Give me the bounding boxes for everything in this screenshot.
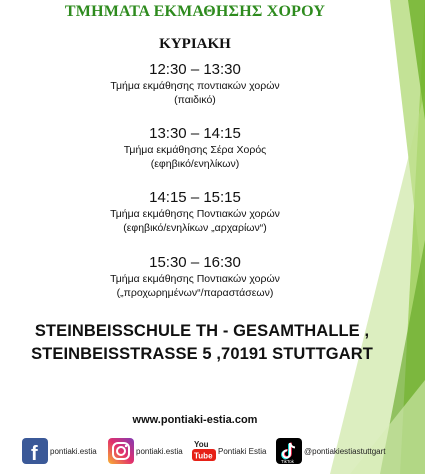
session-group: („προχωρημένων“/παραστάσεων) [116,287,274,299]
session-group: (εφηβικό/ενηλίκων) [150,158,240,170]
social-tiktok[interactable] [276,435,386,467]
facebook-icon [22,438,48,464]
session-group: (παιδικό) [174,94,216,106]
social-instagram[interactable] [108,435,183,467]
page-title: ΤΜΗΜΑΤΑ ΕΚΜΑΘΗΣΗΣ ΧΟΡΟΥ [64,3,326,20]
website-link[interactable]: www.pontiaki-estia.com [132,414,258,426]
tiktok-handle: @pontiakiestiastuttgart [304,446,386,456]
session-description: Τμήμα εκμάθησης Σέρα Χορός [123,144,267,156]
svg-text:TikTok: TikTok [281,459,294,464]
session-block [0,189,390,235]
venue-address [0,320,404,366]
social-facebook[interactable] [22,435,97,467]
instagram-icon [108,438,134,464]
svg-text:Tube: Tube [194,451,213,461]
session-description: Τμήμα εκμάθησης ποντιακών χορών [110,80,280,92]
session-block [0,61,390,107]
session-time: 12:30 – 13:30 [149,61,241,78]
tiktok-icon [276,438,302,464]
session-time: 14:15 – 15:15 [149,189,241,206]
youtube-icon [192,438,216,464]
session-block [0,254,390,300]
session-description: Τμήμα εκμάθησης Ποντιακών χορών [110,208,280,220]
session-block [0,125,390,171]
session-time: 15:30 – 16:30 [149,254,241,271]
instagram-handle: pontiaki.estia [136,446,183,456]
session-description: Τμήμα εκμάθησης Ποντιακών χορών [110,273,280,285]
svg-text:You: You [194,440,209,449]
session-time: 13:30 – 14:15 [149,125,241,142]
facebook-handle: pontiaki.estia [50,446,97,456]
day-heading: ΚΥΡΙΑΚΗ [159,36,231,52]
address-line-2: STEINBEISSTRASSE 5 ,70191 STUTTGART [31,345,373,363]
address-line-1: STEINBEISSCHULE TH - GESAMTHALLE , [34,322,370,340]
youtube-channel: Pontiaki Estia [218,446,267,456]
social-youtube[interactable] [192,435,266,467]
svg-text:f: f [31,443,38,464]
session-group: (εφηβικό/ενηλίκων „αρχαρίων“) [123,222,267,234]
